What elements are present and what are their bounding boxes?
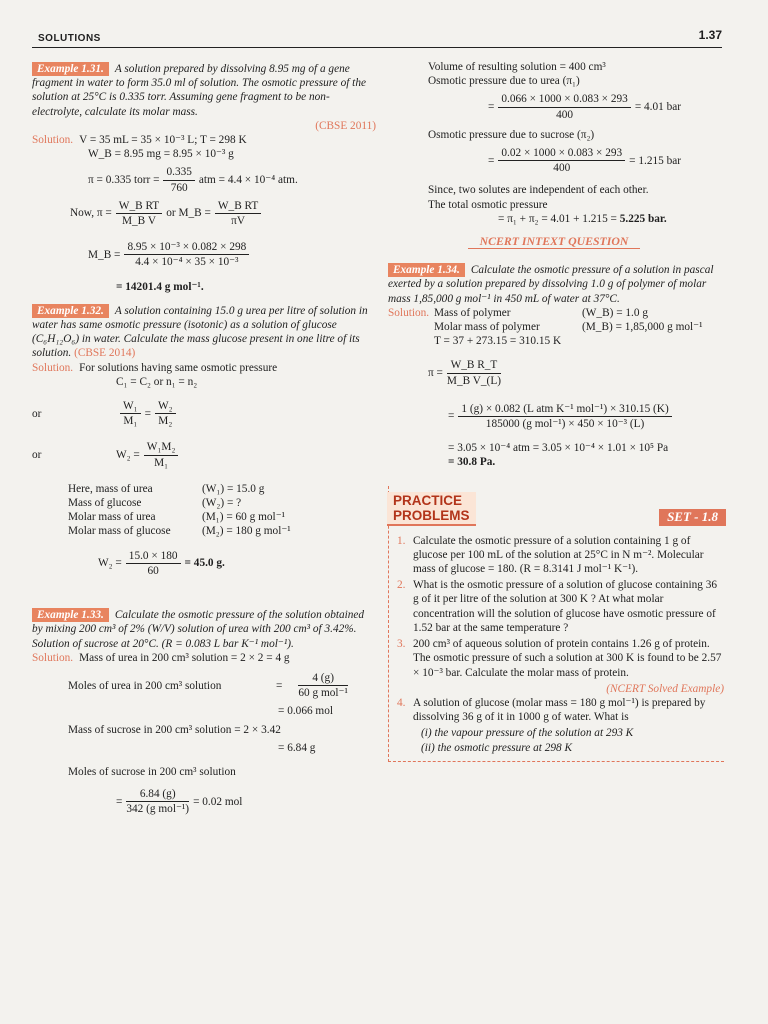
solution-line: C₁ = C₂ or n₁ = n₂ <box>116 375 198 388</box>
solution-label: Solution. <box>32 361 74 374</box>
given-label: Molar mass of urea <box>68 511 156 524</box>
practice-title-line: PRACTICE <box>393 492 463 508</box>
fraction-num: W₁M₂ <box>144 440 179 455</box>
practice-problems-box <box>388 486 724 762</box>
equation-text: Now, π = <box>70 207 112 220</box>
given-label: Molar mass of glucose <box>68 525 171 538</box>
solution-line: W_B = 8.95 mg = 8.95 × 10⁻³ g <box>88 148 234 161</box>
result: 5.225 bar. <box>619 212 667 225</box>
equation-text: = <box>144 407 151 420</box>
result: = 4.01 bar <box>634 101 682 113</box>
ncert-heading: NCERT INTEXT QUESTION <box>468 234 640 249</box>
solution-line: Volume of resulting solution = 400 cm³ <box>428 61 606 73</box>
cbse-tag: (CBSE 2014) <box>74 347 136 360</box>
fraction-den: M₁ <box>123 415 138 428</box>
example-text: A solution prepared by dissolving 8.95 mg of a gene fragment in water to form 35.0 ml of solution. The osmotic pressure of the solution at 25°C is 0.335 torr. Assuming gene fragment to be non-electrolyte, calculate its molar mass. <box>32 63 366 118</box>
solution-label: Solution. <box>32 651 74 664</box>
fraction-num: 0.066 × 1000 × 0.083 × 293 <box>498 92 630 107</box>
problem-text: Calculate the osmotic pressure of a solution containing 1 g of glucose per 100 mL of the solution at 25°C in N m⁻². Molecular mass of glucose = 180. (R = 8.3141 J mol⁻¹ K⁻¹). <box>413 534 704 576</box>
solution-line: Osmotic pressure due to sucrose (π₂) <box>428 128 595 141</box>
problem-number: 1. <box>397 534 406 547</box>
problem-item <box>397 696 724 724</box>
equation-text: or M_B = <box>166 207 211 220</box>
fraction-num: 8.95 × 10⁻³ × 0.082 × 298 <box>124 240 249 255</box>
right-column: Volume of resulting solution = 400 cm³ Osmotic pressure due to urea (π₁) = $\frac{0.066 \times 1000 \times 0.083 \times 293}{400}$ = 4.01 bar Osmotic pressure due to sucrose (π₂) = $\frac{0.02 \times 1000 \times 0.083 \times 293}{400}$ = 1.215 bar Since, two solutes are independent of each other. The total osmotic pressure = π₁ + π₂ = 4.01 + 1.215 = 5.225 bar. NCERT INTEXT QUESTION Example 1.34. Calculate the osmotic pressure of a solution in pascal exerted by a solution prepared by dissolving 1.0 g of polymer of molar mass 1,85,000 g mol⁻¹ in 450 mL of water at 37°C. Solution. Mass of polymer (W_B) = 1.0 g Molar mass of polymer (M_B) = 1,85,000 g mol⁻¹ T = 37 + 273.15 = 310.15 K π = $\frac{\text{W\_B R\_T}}{\text{M\_B V\_(L)}}$ = 1 (g) × 0.082 (L atm K⁻¹ mol⁻¹) × 310.15 (K) 185000 (g mol⁻¹) × 450 × 10⁻³ (L) = 3.05 × 10⁻⁴ atm = 3.05 × 10⁻⁴ × 1.01 × 10⁵ Pa = 30.8 Pa. PRACTICE PROBLEMS SET - 1.8 1. Calculate the osmotic pressure of a solution containing 1 g of glucose per 100 mL of the solution at 25°C in N m⁻². Molecular mass of glucose = 180. (R = 8.3141 J mol⁻¹ K⁻¹). 2. What is the osmotic pressure of a solution of glucose containing 36 g of it per litre of the solution at 300 K ? At what molar concentration will the solution of glucose have osmotic pressure of 1.52 bar at the same temperature ? 3. 200 cm³ of aqueous solution of protein contains 1.26 g of protein. The osmotic pressure of such a solution at 300 K is found to be 2.57 × 10⁻³ bar. Calculate the molar mass of protein. (NCERT Solved Example) 4. A solution of glucose (molar mass = 180 g mol⁻¹) is prepared by dissolving 36 g of it in 1000 g of water. What is (i) the vapour pressure of the solution at 293 K (ii) the osmotic pressure at 298 K <box>388 60 724 762</box>
given-value: (W₂) = ? <box>202 497 242 510</box>
fraction-den: 400 <box>553 162 571 175</box>
equation-text: W₂ = <box>98 557 122 570</box>
example-1-31 <box>32 62 376 294</box>
fraction-num: W₁ <box>120 399 141 414</box>
fraction-num: W₂ <box>155 399 176 414</box>
problem-number: 4. <box>397 696 406 709</box>
fraction-num: 6.84 (g) <box>126 787 189 802</box>
fraction-den: 60 <box>147 564 159 577</box>
example-label: Example 1.33. <box>32 608 109 622</box>
solution-line: Since, two solutes are independent of each other. <box>428 184 649 197</box>
solution-line: Osmotic pressure due to urea (π₁) <box>428 75 580 88</box>
set-badge: SET - 1.8 <box>659 509 726 525</box>
fraction-den: M₂ <box>158 415 173 428</box>
solution-label: Solution. <box>32 134 74 147</box>
result: = 14201.4 g mol⁻¹. <box>116 280 204 293</box>
sub-question: (ii) the osmotic pressure at 298 K <box>421 741 573 754</box>
equation-text: W₂ = <box>116 449 140 462</box>
example-1-34: Example 1.34. Calculate the osmotic pressure of a solution in pascal exerted by a solution prepared by dissolving 1.0 g of polymer of molar mass 1,85,000 g mol⁻¹ in 450 mL of water at 37°C. Solution. Mass of polymer (W_B) = 1.0 g Molar mass of polymer (M_B) = 1,85,000 g mol⁻¹ T = 37 + 273.15 = 310.15 K π = $\frac{\text{W\_B R\_T}}{\text{M\_B V\_(L)}}$ = 1 (g) × 0.082 (L atm K⁻¹ mol⁻¹) × 310.15 (K) 185000 (g mol⁻¹) × 450 × 10⁻³ (L) = 3.05 × 10⁻⁴ atm = 3.05 × 10⁻⁴ × 1.01 × 10⁵ Pa = 30.8 Pa. <box>388 263 724 469</box>
equation-text: = π₁ + π₂ = 4.01 + 1.215 = <box>498 212 620 225</box>
example-label: Example 1.31. <box>32 62 109 76</box>
section-title: SOLUTIONS <box>38 33 101 44</box>
page-header <box>32 30 722 48</box>
problem-item <box>397 578 724 635</box>
fraction-den: 60 g mol⁻¹ <box>298 687 348 700</box>
result: = 0.02 mol <box>193 795 243 808</box>
example-text: Calculate the osmotic pressure of a solution in pascal exerted by a solution prepared by dissolving 1.0 g of polymer of molar mass 1,85,000 g mol⁻¹ in 450 mL of water at 37°C. <box>388 264 714 305</box>
example-label: Example 1.34. <box>388 263 465 277</box>
fraction-den: 760 <box>170 181 188 194</box>
fraction-num: 1 (g) × 0.082 (L atm K⁻¹ mol⁻¹) × 310.15 (K) <box>458 402 671 417</box>
fraction-den: 342 (g mol⁻¹) <box>126 803 190 816</box>
fraction-num: W_B R_T <box>447 358 501 373</box>
example-1-33: Example 1.33. Calculate the osmotic pressure of the solution obtained by mixing 200 cm³ of 2% (W/V) solution of urea with 200 cm³ of 3.42%. Solution of sucrose at 20°C. (R = 0.083 L bar K⁻¹ mol⁻¹). Solution. Mass of urea in 200 cm³ solution = 2 × 2 = 4 g Moles of urea in 200 cm³ solution = 4 (g) 60 g mol⁻¹ = 0.066 mol Mass of sucrose in 200 cm³ solution = 2 × 3.42 = 6.84 g Moles of sucrose in 200 cm³ solution = 6.84 (g) 342 (g mol⁻¹) = 0.02 mol <box>32 608 376 816</box>
equation-text: atm = 4.4 × 10⁻⁴ atm. <box>198 174 298 187</box>
solution-line: Moles of sucrose in 200 cm³ solution <box>68 765 236 778</box>
example-text: Calculate the osmotic pressure of the solution obtained by mixing 200 cm³ of 2% (W/V) solution of urea with 200 cm³ of 3.42%. Solution of sucrose at 20°C. (R = 0.083 L bar K⁻¹ mol⁻¹). <box>32 609 365 650</box>
solution-line: The total osmotic pressure <box>428 198 548 211</box>
fraction-num: 0.335 <box>163 165 194 180</box>
fraction-num: W_B RT <box>116 199 162 214</box>
example-1-32 <box>32 304 376 578</box>
fraction-den: 400 <box>556 108 574 121</box>
given-value: (M₁) = 60 g mol⁻¹ <box>202 511 286 524</box>
ncert-note: (NCERT Solved Example) <box>606 682 724 695</box>
result: = 6.84 g <box>278 741 316 754</box>
result: = 30.8 Pa. <box>448 456 496 469</box>
equation-text: π = 0.335 torr = <box>88 174 160 187</box>
fraction-num: 4 (g) <box>298 671 348 686</box>
solution-line: T = 37 + 273.15 = 310.15 K <box>434 335 562 348</box>
solution-line: Moles of urea in 200 cm³ solution <box>68 679 222 692</box>
problem-number: 3. <box>397 638 406 651</box>
given-value: (M₂) = 180 g mol⁻¹ <box>202 525 291 538</box>
problem-text: 200 cm³ of aqueous solution of protein contains 1.26 g of protein. The osmotic pressure of such a solution at 300 K is found to be 2.57 × 10⁻³ bar. Calculate the molar mass of protein. <box>413 638 722 679</box>
fraction-den: 4.4 × 10⁻⁴ × 35 × 10⁻³ <box>135 256 239 269</box>
problem-item <box>397 534 724 577</box>
fraction-num: 15.0 × 180 <box>126 549 181 564</box>
example-label: Example 1.32. <box>32 304 109 318</box>
page-number: 1.37 <box>698 28 722 42</box>
left-column <box>32 62 376 817</box>
given-label: Mass of polymer <box>434 306 511 319</box>
given-table <box>32 482 376 539</box>
problem-number: 2. <box>397 579 406 592</box>
fraction-den: πV <box>231 215 246 228</box>
result: = 1.215 bar <box>629 154 682 167</box>
fraction-num: 0.02 × 1000 × 0.083 × 293 <box>498 146 625 161</box>
or-label: or <box>32 449 42 462</box>
cbse-tag: (CBSE 2011) <box>315 119 376 132</box>
equation-text: π = <box>428 367 443 380</box>
problem-text: A solution of glucose (molar mass = 180 g mol⁻¹) is prepared by dissolving 36 g of it in 1000 g of water. What is <box>413 696 706 724</box>
given-value: (M_B) = 1,85,000 g mol⁻¹ <box>582 321 703 334</box>
fraction-num: W_B RT <box>215 199 261 214</box>
practice-title <box>387 492 476 526</box>
problem-item <box>397 637 724 680</box>
solution-line: Mass of sucrose in 200 cm³ solution = 2 × 3.42 <box>68 723 281 736</box>
given-label: Here, mass of urea <box>68 482 153 495</box>
given-value: (W₁) = 15.0 g <box>202 482 265 495</box>
solution-line: Mass of urea in 200 cm³ solution = 2 × 2 = 4 g <box>79 651 290 664</box>
practice-title-line: PROBLEMS <box>393 507 470 523</box>
fraction-den: M_B V_(L) <box>446 374 501 387</box>
given-label: Molar mass of polymer <box>434 321 540 334</box>
solution-line: = 3.05 × 10⁻⁴ atm = 3.05 × 10⁻⁴ × 1.01 × 10⁵ Pa <box>448 442 669 455</box>
or-label: or <box>32 407 42 420</box>
fraction-den: 185000 (g mol⁻¹) × 450 × 10⁻³ (L) <box>485 418 645 431</box>
fraction-den: M₁ <box>154 456 169 469</box>
solution-line: V = 35 mL = 35 × 10⁻³ L; T = 298 K <box>79 134 247 147</box>
given-label: Mass of glucose <box>68 497 142 510</box>
fraction-den: M_B V <box>121 215 156 228</box>
problem-text: What is the osmotic pressure of a solution of glucose containing 36 g of it per litre of the solution at 300 K ? At what molar concentration will the solution of glucose have osmotic pressure of 1.52 bar at the same temperature ? <box>413 579 718 634</box>
result: = 45.0 g. <box>184 557 225 570</box>
sub-question: (i) the vapour pressure of the solution at 293 K <box>421 727 634 740</box>
result: = 0.066 mol <box>278 705 334 718</box>
solution-line: For solutions having same osmotic pressure <box>79 361 278 374</box>
example-text: A solution containing 15.0 g urea per litre of solution in water has same osmotic pressure (isotonic) as a solution of glucose (C₆H₁₂O₆) in water. Calculate the mass glucose present in one litre of its solution. <box>32 304 368 360</box>
given-value: (W_B) = 1.0 g <box>582 306 648 319</box>
equation-text: M_B = <box>88 248 121 261</box>
solution-label: Solution. <box>388 306 430 319</box>
